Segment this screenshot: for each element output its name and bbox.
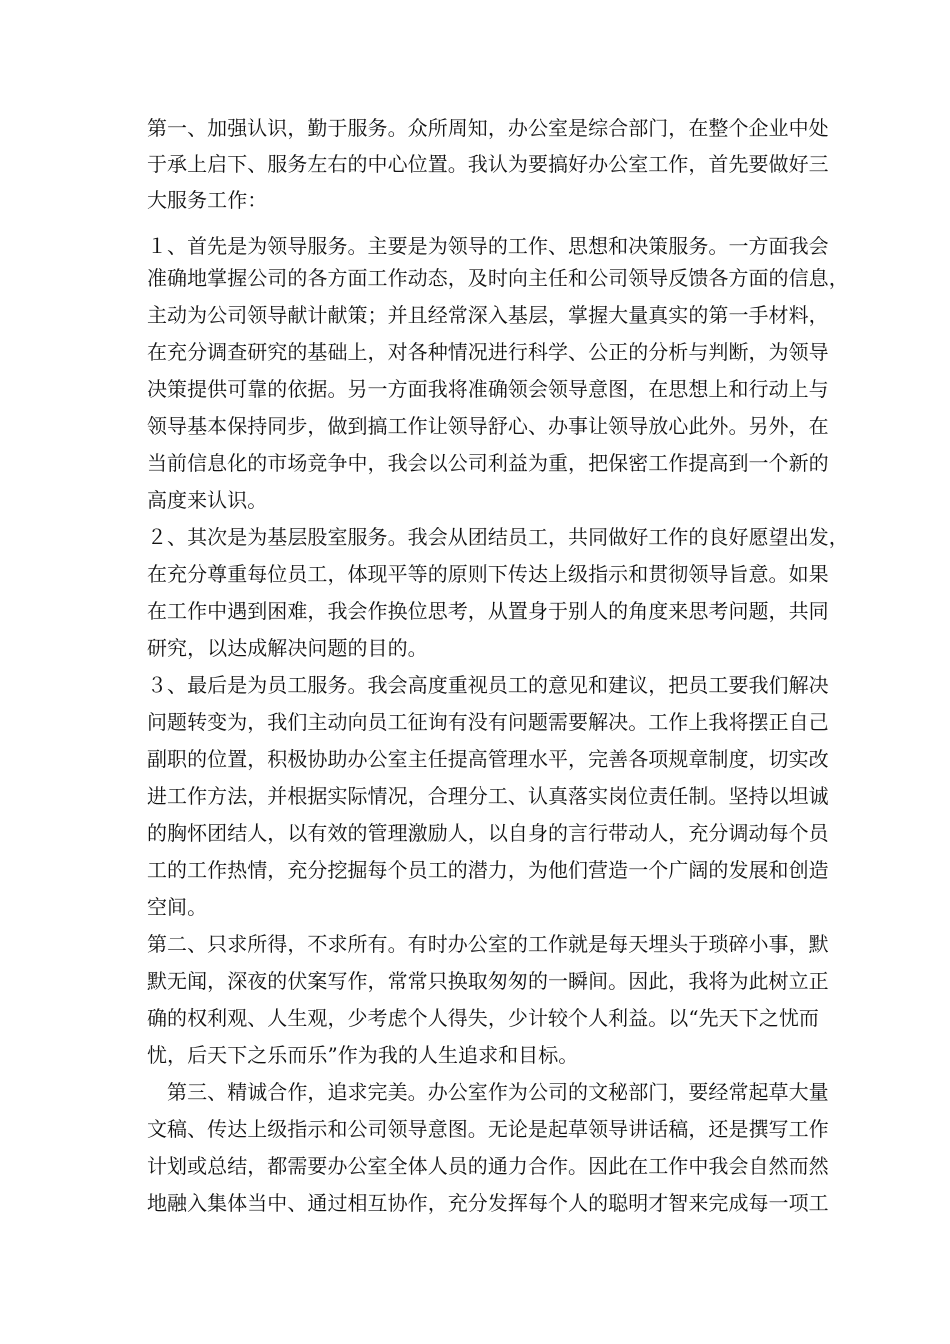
text-line: 副职的位置，积极协助办公室主任提高管理水平，完善各项规章制度，切实改 [147, 747, 829, 771]
text-line: 于承上启下、服务左右的中心位置。我认为要搞好办公室工作，首先要做好三 [147, 152, 829, 176]
text-line: 领导基本保持同步，做到搞工作让领导舒心、办事让领导放心此外。另外，在 [147, 414, 829, 438]
text-line: 确的权利观、人生观，少考虑个人得失，少计较个人利益。以“先天下之忧而 [147, 1006, 819, 1030]
text-line: 大服务工作： [147, 188, 268, 212]
text-line: 计划或总结，都需要办公室全体人员的通力合作。因此在工作中我会自然而然 [147, 1154, 829, 1178]
text-line: 决策提供可靠的依据。另一方面我将准确领会领导意图，在思想上和行动上与 [147, 377, 829, 401]
text-line: １、首先是为领导服务。主要是为领导的工作、思想和决策服务。一方面我会 [147, 234, 829, 258]
text-line: 第一、加强认识，勤于服务。众所周知，办公室是综合部门，在整个企业中处 [147, 116, 829, 140]
text-line: 空间。 [147, 895, 208, 919]
text-line: 在充分尊重每位员工，体现平等的原则下传达上级指示和贯彻领导旨意。如果 [147, 562, 829, 586]
text-line: 进工作方法，并根据实际情况，合理分工、认真落实岗位责任制。坚持以坦诚 [147, 784, 829, 808]
text-line: 第三、精诚合作，追求完美。办公室作为公司的文秘部门，要经常起草大量 [147, 1080, 829, 1104]
text-line: 在工作中遇到困难，我会作换位思考，从置身于别人的角度来思考问题，共同 [147, 599, 829, 623]
text-line: ２、其次是为基层股室服务。我会从团结员工，共同做好工作的良好愿望出发， [147, 525, 849, 549]
text-line: 地融入集体当中、通过相互协作，充分发挥每个人的聪明才智来完成每一项工 [147, 1191, 829, 1215]
text-line: 工的工作热情，充分挖掘每个员工的潜力，为他们营造一个广阔的发展和创造 [147, 858, 829, 882]
text-line: 默无闻，深夜的伏案写作，常常只换取匆匆的一瞬间。因此，我将为此树立正 [147, 969, 829, 993]
text-line: ３、最后是为员工服务。我会高度重视员工的意见和建议，把员工要我们解决 [147, 673, 829, 697]
text-line: 高度来认识。 [147, 488, 268, 512]
text-line: 研究，以达成解决问题的目的。 [147, 636, 428, 660]
text-line: 问题转变为，我们主动向员工征询有没有问题需要解决。工作上我将摆正自己 [147, 710, 829, 734]
text-line: 第二、只求所得，不求所有。有时办公室的工作就是每天埋头于琐碎小事，默 [147, 932, 829, 956]
text-line: 的胸怀团结人，以有效的管理激励人，以自身的言行带动人，充分调动每个员 [147, 821, 829, 845]
text-line: 主动为公司领导献计献策；并且经常深入基层，掌握大量真实的第一手材料， [147, 303, 829, 327]
text-line: 忧，后天下之乐而乐”作为我的人生追求和目标。 [147, 1043, 579, 1067]
text-line: 文稿、传达上级指示和公司领导意图。无论是起草领导讲话稿，还是撰写工作 [147, 1117, 829, 1141]
text-line: 准确地掌握公司的各方面工作动态，及时向主任和公司领导反馈各方面的信息， [147, 266, 849, 290]
text-line: 当前信息化的市场竞争中，我会以公司利益为重，把保密工作提高到一个新的 [147, 451, 829, 475]
text-line: 在充分调查研究的基础上，对各种情况进行科学、公正的分析与判断，为领导 [147, 340, 829, 364]
